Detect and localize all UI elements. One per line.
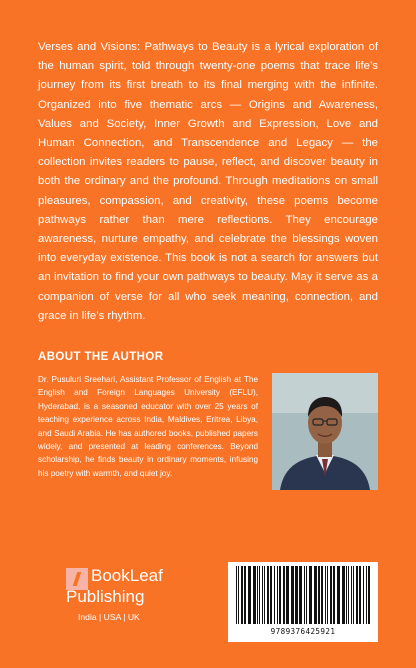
barcode-bar [368, 566, 370, 624]
barcode-bar [356, 566, 358, 624]
barcode-bar [267, 566, 269, 624]
publisher-logo [66, 567, 186, 627]
barcode-bar [351, 566, 352, 624]
back-cover-blurb: Verses and Visions: Pathways to Beauty is a lyrical exploration of the human spirit, told through twenty-one poems that trace life’s journey from its first breath to its final merging with the infinite. Organized into five thematic arcs — Origins and Awareness, Values and Society, Inner Growth and Expression, Love and Human Connection, and Transcendence and Legacy — the collection invites readers to pause, reflect, and discover beauty in both the ordinary and the profound. Through meditations on small pleasures, compassion, and creativity, these poems become pathways rather than mere reflections. They encourage awareness, nurture empathy, and celebrate the blessings woven into everyday existence. This book is not a search for answers but an invitation to find your own pathways to beauty. May it serve as a companion of verse for all who seek meaning, connection, and grace in life’s rhythm. [38, 41, 378, 322]
isbn-number: 9789376425921 [270, 627, 336, 636]
barcode-bar [291, 566, 294, 624]
barcode-bar [366, 566, 367, 624]
barcode-bar [346, 566, 347, 624]
barcode-bar [270, 566, 272, 624]
about-author-heading: ABOUT THE AUTHOR [38, 351, 164, 363]
barcode-bar [353, 566, 354, 624]
author-portrait-image [272, 373, 378, 490]
barcode-bar [253, 566, 256, 624]
author-bio: Dr. Pusuluri Sreehari, Assistant Professor of English at The English and Foreign Languages University (EFLU), Hyderabad, is a seasoned educator with over 25 years of teaching experience across India, Maldives, Eritrea, Libya, and Saudi Arabia. He has authored books, published papers widely, and presented at leading conferences. Beyond scholarship, he finds beauty in ordinary moments, infusing his poetry with warmth, and quiet joy. [38, 375, 258, 478]
barcode-bar [236, 566, 237, 624]
barcode-bar [264, 566, 265, 624]
barcode-bar [304, 566, 305, 624]
barcode-bar [241, 566, 243, 624]
barcode-bar [244, 566, 246, 624]
barcode-bar [248, 566, 251, 624]
barcode-bar [259, 566, 260, 624]
barcode-bar [257, 566, 258, 624]
isbn-barcode [228, 562, 378, 642]
barcode-bar [363, 566, 364, 624]
barcode-bar [325, 566, 326, 624]
barcode-bar [299, 566, 302, 624]
barcode-bar [262, 566, 263, 624]
barcode-bar [309, 566, 312, 624]
barcode-bar [277, 566, 278, 624]
publisher-regions: India | USA | UK [78, 612, 140, 622]
barcode-bars-icon [234, 566, 372, 626]
barcode-bar [295, 566, 298, 624]
barcode-bar [279, 566, 281, 624]
barcode-bar [318, 566, 320, 624]
publisher-name-line1: BookLeaf [91, 566, 163, 585]
barcode-bar [333, 566, 335, 624]
barcode-bar [286, 566, 289, 624]
barcode-bar [238, 566, 239, 624]
author-photo [272, 373, 378, 490]
barcode-bar [274, 566, 275, 624]
barcode-bar [321, 566, 323, 624]
barcode-bar [342, 566, 345, 624]
barcode-bar [337, 566, 340, 624]
publisher-name-line2: Publishing [66, 587, 145, 606]
barcode-bar [306, 566, 307, 624]
barcode-bar [314, 566, 317, 624]
barcode-bar [359, 566, 361, 624]
barcode-bar [330, 566, 332, 624]
barcode-bar [348, 566, 349, 624]
barcode-bar [327, 566, 328, 624]
barcode-bar [283, 566, 285, 624]
